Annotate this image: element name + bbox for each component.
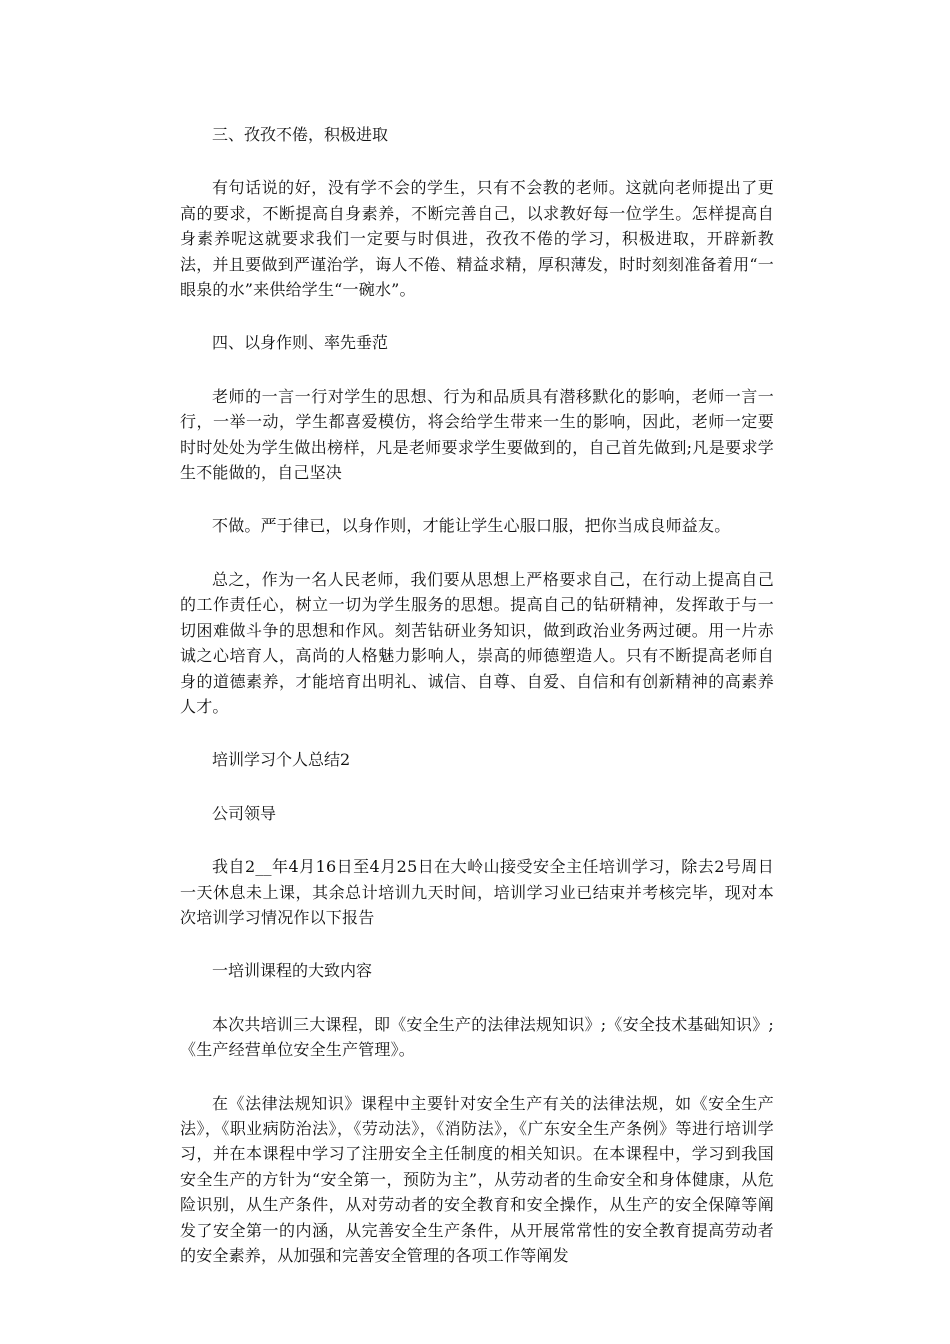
section-heading: 三、孜孜不倦，积极进取 [212, 125, 389, 144]
section-heading: 四、以身作则、率先垂范 [212, 333, 389, 353]
salutation: 公司领导 [212, 803, 277, 823]
body-paragraph: 我自2__年4月16日至4月25日在大岭山接受安全主任培训学习，除去2号周日一天休息未上课，其余总计培训九天时间，培训学习业已结束并考核完毕，现对本次培训学习情况作以下报告 [180, 857, 774, 927]
body-paragraph: 老师的一言一行对学生的思想、行为和品质具有潜移默化的影响，老师一言一行，一举一动，学生都喜爱模仿，将会给学生带来一生的影响，因此，老师一定要时时处处为学生做出榜样，凡是老师要求学生要做到的，自己首先做到;凡是要求学生不能做的，自己坚决 [180, 386, 774, 483]
body-paragraph: 在《法律法规知识》课程中主要针对安全生产有关的法律法规，如《安全生产法》，《职业病防治法》，《劳动法》，《消防法》，《广东安全生产条例》等进行培训学习，并在本课程中学习了注册安全主任制度的相关知识。在本课程中，学习到我国安全生产的方针为“安全第一，预防为主”，从劳动者的生命安全和身体健康，从危险识别，从生产条件，从对劳动者的安全教育和安全操作，从生产的安全保障等阐发了安全第一的内涵，从完善安全生产条件，从开展常常性的安全教育提高劳动者的安全素养，从加强和完善安全管理的各项工作等阐发 [180, 1093, 774, 1265]
document-page [180, 122, 774, 1296]
document-title: 培训学习个人总结2 [212, 750, 351, 770]
body-paragraph: 有句话说的好，没有学不会的学生，只有不会教的老师。这就向老师提出了更高的要求，不断提高自身素养，不断完善自己，以求教好每一位学生。怎样提高自身素养呢这就要求我们一定要与时俱进，孜孜不倦的学习，积极进取，开辟新教法，并且要做到严谨治学，诲人不倦、精益求精，厚积薄发，时时刻刻准备着用“一眼泉的水”来供给学生“一碗水”。 [180, 178, 774, 300]
section-heading: 一培训课程的大致内容 [212, 961, 373, 981]
body-paragraph: 不做。严于律已，以身作则，才能让学生心服口服，把你当成良师益友。 [212, 516, 731, 536]
body-paragraph: 总之，作为一名人民老师，我们要从思想上严格要求自己，在行动上提高自己的工作责任心，树立一切为学生服务的思想。提高自己的钻研精神，发挥敢于与一切困难做斗争的思想和作风。刻苦钻研业务知识，做到政治业务两过硬。用一片赤诚之心培育人，高尚的人格魅力影响人，崇高的师德塑造人。只有不断提高老师自身的道德素养，才能培育出明礼、诚信、自尊、自爱、自信和有创新精神的高素养人才。 [180, 569, 774, 716]
body-paragraph: 本次共培训三大课程，即《安全生产的法律法规知识》;《安全技术基础知识》;《生产经营单位安全生产管理》。 [180, 1014, 774, 1060]
